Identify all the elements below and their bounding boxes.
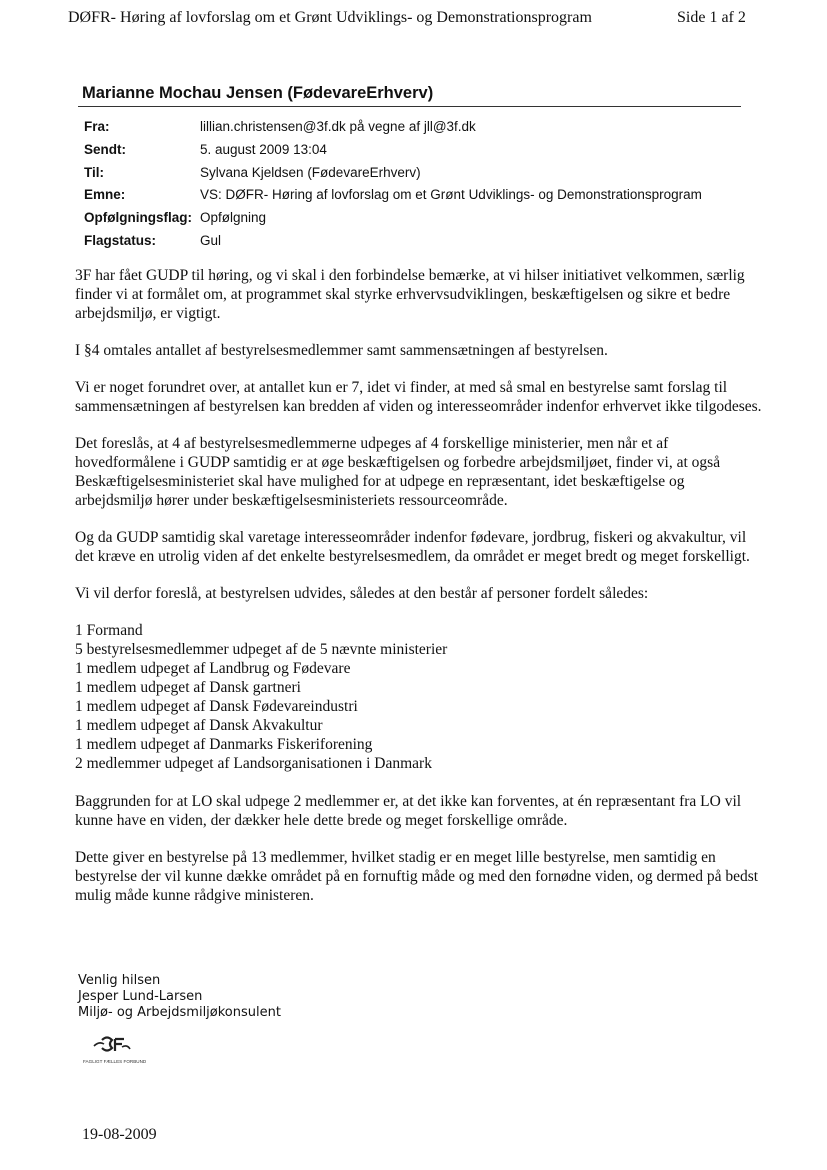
meta-label: Flagstatus: — [84, 232, 157, 248]
list-item: 1 medlem udpeget af Dansk Fødevareindustri — [75, 698, 358, 715]
list-item: 1 medlem udpeget af Danmarks Fiskeriforening — [75, 736, 373, 753]
list-item: 1 Formand — [75, 622, 143, 639]
meta-row-sent — [84, 142, 702, 165]
body-paragraph: 3F har fået GUDP til høring, og vi skal i den forbindelse bemærke, at vi hilser initiativet velkommen, særlig finder vi at formålet om, at programmet skal styrke erhvervsudviklingen, beskæftigelsen og sikre et bedre arbejdsmiljø, er vigtigt. — [75, 267, 745, 322]
meta-label: Sendt: — [84, 141, 126, 157]
email-body — [75, 266, 765, 923]
meta-row-flag-status — [84, 233, 702, 256]
body-paragraph: Det foreslås, at 4 af bestyrelsesmedlemmerne udpeges af 4 forskellige ministerier, men når et af hovedformålene i GUDP samtidig er at øge beskæftigelsen og forbedre arbejdsmiljøet, finder vi, at også Beskæftigelsesministeriet skal have mulighed for at udpege en repræsentant, idet beskæftigelse og arbejdsmiljø hører under beskæftigelsesministeriets ressourceområde. — [75, 435, 721, 509]
board-composition-list — [75, 621, 765, 773]
body-paragraph: Dette giver en bestyrelse på 13 medlemmer, hvilket stadig er en meget lille bestyrelse, men samtidig en bestyrelse der vil kunne dække området på en fornuftig måde og med den fornødne viden, og dermed på bedst mulig måde kunne rådgive ministeren. — [75, 849, 759, 904]
meta-row-followup-flag — [84, 210, 702, 233]
body-paragraph: Vi vil derfor foreslå, at bestyrelsen udvides, således at den består af personer fordelt således: — [75, 585, 649, 602]
logo-lettering: FAGLIGT FÆLLES FORBUND — [83, 1059, 147, 1064]
meta-value: Opfølgning — [200, 210, 267, 226]
print-footer-date: 19-08-2009 — [82, 1126, 157, 1143]
meta-value: Gul — [200, 232, 222, 248]
list-item: 2 medlemmer udpeget af Landsorganisationen i Danmark — [75, 755, 432, 772]
signature-name: Jesper Lund-Larsen — [78, 989, 203, 1004]
meta-row-subject — [84, 187, 702, 210]
meta-row-to — [84, 165, 702, 188]
meta-value: lillian.christensen@3f.dk på vegne af jll@3f.dk — [200, 119, 476, 134]
meta-row-from — [84, 119, 702, 142]
meta-value: VS: DØFR- Høring af lovforslag om et Grønt Udviklings- og Demonstrationsprogram — [200, 187, 702, 203]
body-paragraph: Vi er noget forundret over, at antallet kun er 7, idet vi finder, at med så smal en bestyrelse samt forslag til sammensætningen af bestyrelsen kan bredden af viden og interesseområder indenfor erhvervet ikke tilgodeses. — [75, 379, 762, 415]
list-item: 1 medlem udpeget af Dansk gartneri — [75, 679, 301, 696]
signature-role: Miljø- og Arbejdsmiljøkonsulent — [78, 1005, 281, 1020]
email-sender-name: Marianne Mochau Jensen (FødevareErhverv) — [82, 84, 434, 102]
meta-value: 5. august 2009 13:04 — [200, 141, 327, 157]
header-divider — [78, 106, 741, 107]
meta-label: Til: — [84, 164, 104, 180]
meta-label: Fra: — [84, 119, 110, 134]
print-header-page-number: Side 1 af 2 — [677, 9, 746, 26]
list-item: 1 medlem udpeget af Dansk Akvakultur — [75, 717, 323, 734]
meta-value: Sylvana Kjeldsen (FødevareErhverv) — [200, 164, 421, 180]
list-item: 5 bestyrelsesmedlemmer udpeget af de 5 nævnte ministerier — [75, 641, 448, 658]
email-signature — [78, 973, 281, 1021]
signature-greeting: Venlig hilsen — [78, 973, 161, 988]
meta-label: Emne: — [84, 187, 126, 203]
list-item: 1 medlem udpeget af Landbrug og Fødevare — [75, 660, 351, 677]
body-paragraph: I §4 omtales antallet af bestyrelsesmedlemmer samt sammensætningen af bestyrelsen. — [75, 342, 608, 359]
print-header-title: DØFR- Høring af lovforslag om et Grønt Udviklings- og Demonstrationsprogram — [68, 9, 592, 26]
3f-logo-icon — [82, 1032, 172, 1068]
email-meta-table — [84, 119, 702, 256]
body-paragraph: Baggrunden for at LO skal udpege 2 medlemmer er, at det ikke kan forventes, at én repræsentant fra LO vil kunne have en viden, der dækker hele dette brede og meget forskellige område. — [75, 793, 742, 829]
body-paragraph: Og da GUDP samtidig skal varetage interesseområder indenfor fødevare, jordbrug, fiskeri og akvakultur, vil det kræve en utrolig viden af det enkelte bestyrelsesmedlem, da området er meget bredt og meget forskelligt. — [75, 529, 750, 565]
meta-label: Opfølgningsflag: — [84, 210, 192, 226]
